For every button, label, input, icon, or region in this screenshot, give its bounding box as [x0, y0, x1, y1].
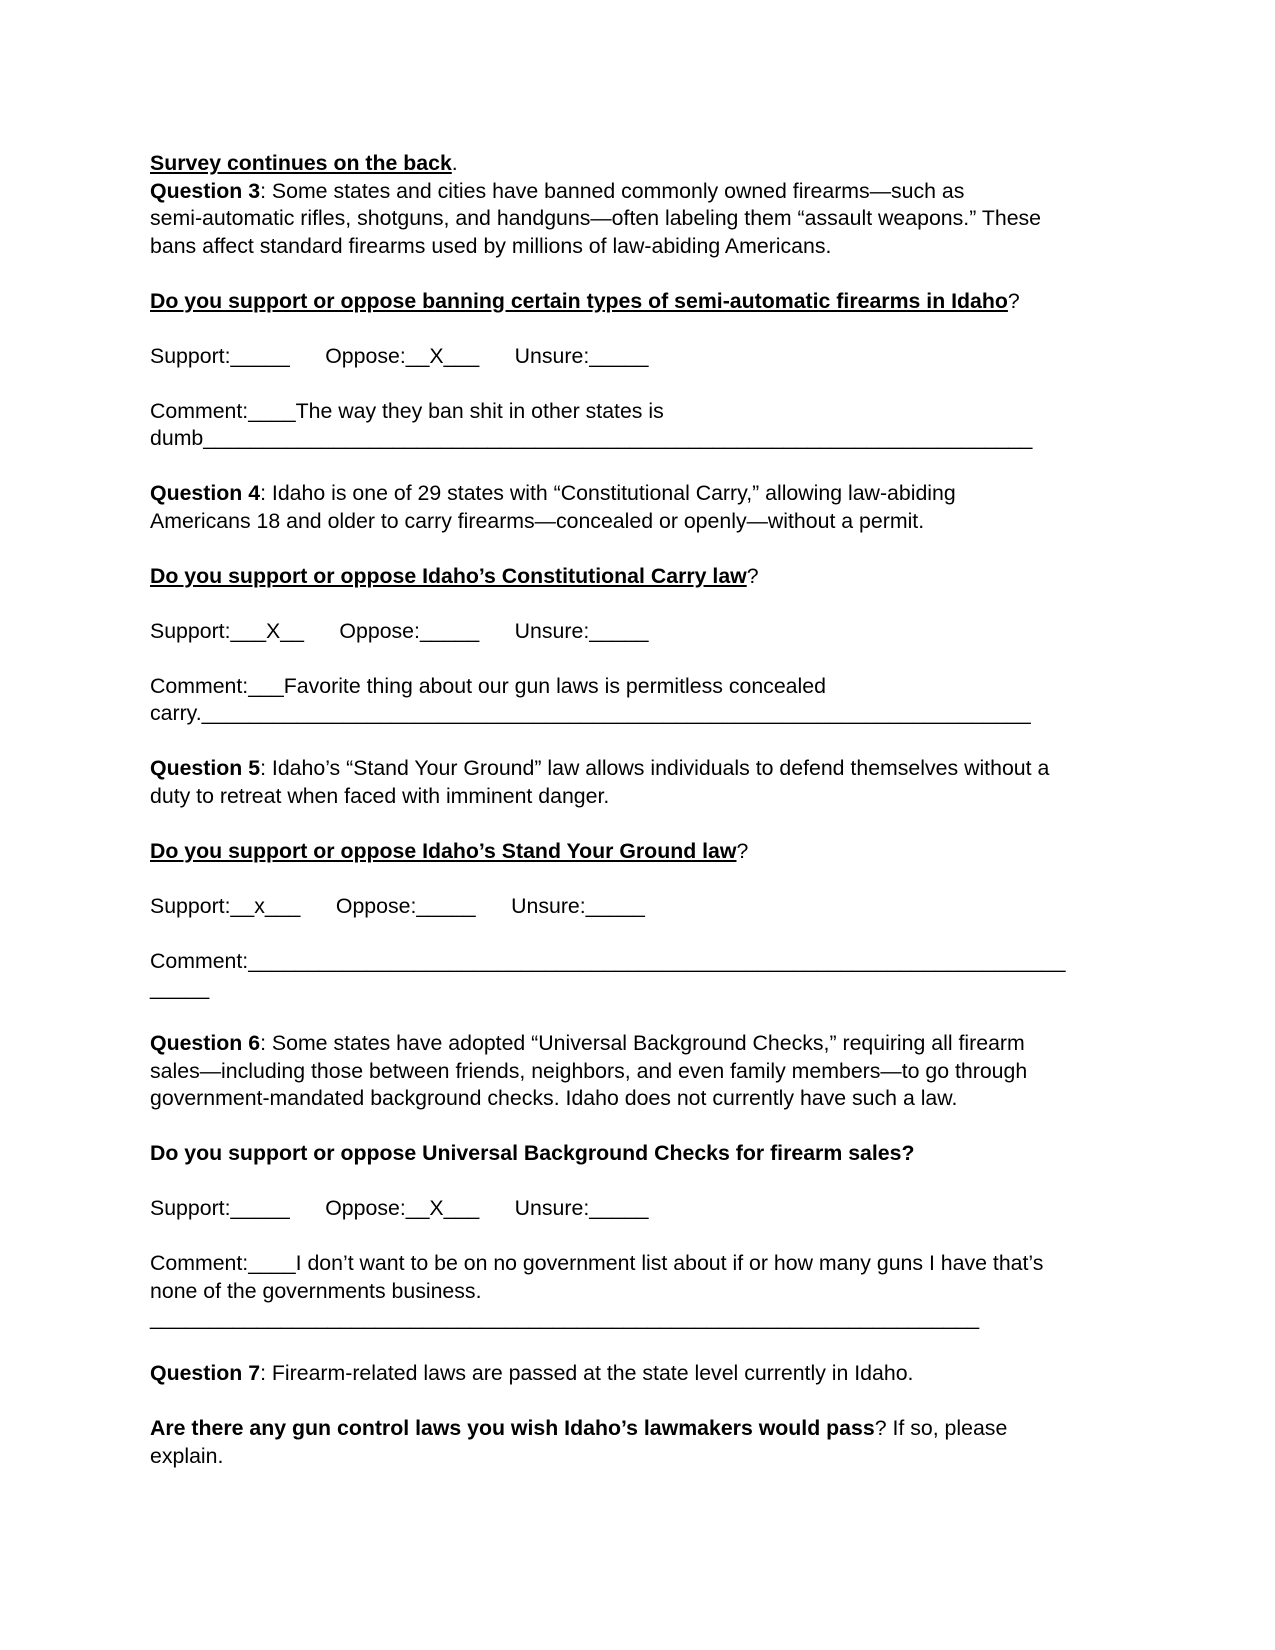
question-6-text-line: sales—including those between friends, neighbors, and even family members—to go through — [150, 1058, 1028, 1083]
question-3-text-line — [150, 178, 1150, 206]
question-3-text-line: semi-automatic rifles, shotguns, and handguns—often labeling them “assault weapons.” These — [150, 206, 1042, 230]
question-4-prompt-text: Do you support or oppose Idaho’s Constitutional Carry law — [150, 563, 747, 588]
question-7-text: : Firearm-related laws are passed at the state level currently in Idaho. — [260, 1361, 914, 1385]
survey-continues-note — [150, 150, 1150, 178]
question-4-text: : Idaho is one of 29 states with “Constitutional Carry,” allowing law-abiding — [260, 481, 956, 505]
question-6 — [150, 1030, 1150, 1333]
question-6-label: Question 6 — [150, 1031, 261, 1055]
question-5-comment: _____ — [150, 976, 210, 1000]
question-3-comment: dumb______________________________________________________________________ — [150, 426, 1033, 450]
question-3-answers: Support:_____ Oppose:__X___ Unsure:_____ — [150, 343, 649, 368]
question-4-text-line: Americans 18 and older to carry firearms—concealed or openly—without a permit. — [150, 508, 925, 533]
question-5-prompt — [150, 838, 1150, 866]
question-4-comment: Comment:___Favorite thing about our gun laws is permitless concealed — [150, 673, 826, 698]
survey-continues-period: . — [451, 151, 458, 175]
question-3-prompt — [150, 288, 1150, 316]
question-3-label: Question 3 — [150, 178, 261, 203]
question-4-text-line — [150, 480, 1150, 508]
question-6-text-line — [150, 1030, 1150, 1058]
question-5-text-line — [150, 755, 1150, 783]
question-6-answers: Support:_____ Oppose:__X___ Unsure:_____ — [150, 1196, 649, 1220]
question-5 — [150, 755, 1150, 1003]
question-3 — [150, 178, 1150, 453]
question-3-text: : Some states and cities have banned commonly owned firearms—such as — [260, 178, 965, 203]
question-4 — [150, 480, 1150, 728]
question-5-prompt-end: ? — [736, 838, 749, 863]
survey-page — [150, 150, 1150, 1470]
question-5-text: : Idaho’s “Stand Your Ground” law allows individuals to defend themselves without a — [260, 756, 1050, 780]
question-4-comment: carry.______________________________________________________________________ — [150, 701, 1031, 725]
question-5-prompt-text: Do you support or oppose Idaho’s Stand Your Ground law — [150, 838, 737, 863]
question-6-comment: ______________________________________________________________________ — [150, 1306, 980, 1330]
question-4-prompt — [150, 563, 1150, 591]
question-4-label: Question 4 — [150, 481, 261, 505]
question-5-answers: Support:__x___ Oppose:_____ Unsure:_____ — [150, 893, 645, 918]
question-7 — [150, 1360, 1150, 1470]
question-6-text: : Some states have adopted “Universal Background Checks,” requiring all firearm — [260, 1031, 1025, 1055]
question-5-label: Question 5 — [150, 756, 261, 780]
question-6-prompt: Do you support or oppose Universal Background Checks for firearm sales? — [150, 1141, 915, 1165]
question-3-prompt-text: Do you support or oppose banning certain types of semi-automatic firearms in Idaho — [150, 288, 1008, 313]
question-5-comment: Comment:_____________________________________________________________________ — [150, 948, 1066, 973]
question-6-comment: Comment:____I don’t want to be on no government list about if or how many guns I have that’s — [150, 1251, 1044, 1275]
question-7-prompt — [150, 1415, 1150, 1443]
question-7-prompt-text: Are there any gun control laws you wish Idaho’s lawmakers would pass — [150, 1416, 875, 1440]
question-3-text-line: bans affect standard firearms used by millions of law-abiding Americans. — [150, 233, 832, 258]
question-3-prompt-end: ? — [1007, 288, 1020, 313]
survey-continues-text: Survey continues on the back — [150, 151, 452, 175]
question-7-label: Question 7 — [150, 1361, 261, 1385]
question-7-prompt-end: ? If so, please — [874, 1416, 1008, 1440]
question-4-prompt-end: ? — [746, 563, 759, 588]
question-4-answers: Support:___X__ Oppose:_____ Unsure:_____ — [150, 618, 649, 643]
question-6-text-line: government-mandated background checks. Idaho does not currently have such a law. — [150, 1086, 958, 1110]
question-7-prompt-continued: explain. — [150, 1443, 224, 1468]
question-6-comment: none of the governments business. — [150, 1278, 482, 1303]
question-5-text-line: duty to retreat when faced with imminent danger. — [150, 783, 610, 808]
question-3-comment: Comment:____The way they ban shit in other states is — [150, 398, 664, 423]
question-7-text-line — [150, 1360, 1150, 1388]
